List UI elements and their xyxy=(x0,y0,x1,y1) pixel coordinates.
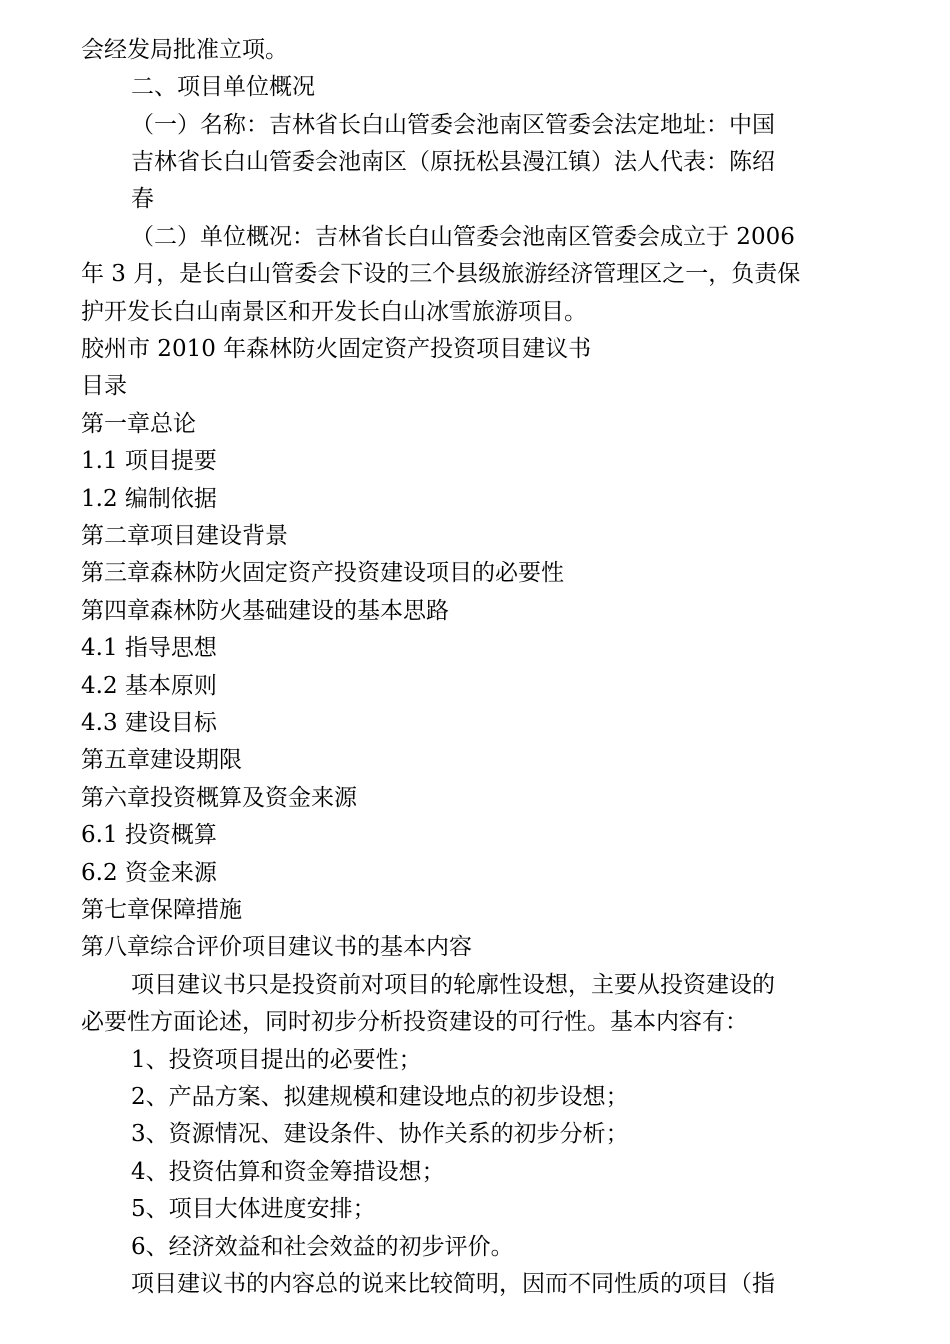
text-line: 春 xyxy=(131,186,154,212)
toc-heading: 目录 xyxy=(81,373,127,399)
text-line: 吉林省长白山管委会池南区（原抚松县漫江镇）法人代表：陈绍 xyxy=(131,149,775,175)
toc-section: 6.1 投资概算 xyxy=(81,822,217,848)
toc-chapter: 第七章保障措施 xyxy=(81,897,242,923)
text-line: （二）单位概况：吉林省长白山管委会池南区管委会成立于 2006 xyxy=(131,224,795,250)
list-item: 3、资源情况、建设条件、协作关系的初步分析； xyxy=(131,1121,629,1147)
toc-section: 1.2 编制依据 xyxy=(81,486,217,512)
toc-chapter: 第一章总论 xyxy=(81,411,196,437)
list-item: 2、产品方案、拟建规模和建设地点的初步设想； xyxy=(131,1084,629,1110)
section-heading: 二、项目单位概况 xyxy=(131,74,315,100)
text-line: （一）名称：吉林省长白山管委会池南区管委会法定地址：中国 xyxy=(131,112,775,138)
toc-section: 4.1 指导思想 xyxy=(81,635,217,661)
toc-chapter: 第五章建设期限 xyxy=(81,747,242,773)
list-item: 5、项目大体进度安排； xyxy=(131,1196,376,1222)
toc-section: 6.2 资金来源 xyxy=(81,860,217,886)
toc-section: 1.1 项目提要 xyxy=(81,448,217,474)
toc-chapter: 第八章综合评价项目建议书的基本内容 xyxy=(81,934,472,960)
text-line: 项目建议书只是投资前对项目的轮廓性设想，主要从投资建设的 xyxy=(131,972,775,998)
document-title: 胶州市 2010 年森林防火固定资产投资项目建议书 xyxy=(81,336,592,362)
text-line: 会经发局批准立项。 xyxy=(81,37,288,63)
toc-chapter: 第四章森林防火基础建设的基本思路 xyxy=(81,598,449,624)
list-item: 1、投资项目提出的必要性； xyxy=(131,1047,422,1073)
text-line: 必要性方面论述，同时初步分析投资建设的可行性。基本内容有： xyxy=(81,1009,748,1035)
toc-chapter: 第二章项目建设背景 xyxy=(81,523,288,549)
text-line: 年 3 月，是长白山管委会下设的三个县级旅游经济管理区之一，负责保 xyxy=(81,261,801,287)
text-line: 项目建议书的内容总的说来比较简明，因而不同性质的项目（指 xyxy=(131,1271,775,1297)
text-line: 护开发长白山南景区和开发长白山冰雪旅游项目。 xyxy=(81,299,587,325)
toc-section: 4.2 基本原则 xyxy=(81,673,217,699)
toc-section: 4.3 建设目标 xyxy=(81,710,217,736)
toc-chapter: 第三章森林防火固定资产投资建设项目的必要性 xyxy=(81,560,564,586)
list-item: 6、经济效益和社会效益的初步评价。 xyxy=(131,1234,514,1260)
list-item: 4、投资估算和资金筹措设想； xyxy=(131,1159,445,1185)
toc-chapter: 第六章投资概算及资金来源 xyxy=(81,785,357,811)
